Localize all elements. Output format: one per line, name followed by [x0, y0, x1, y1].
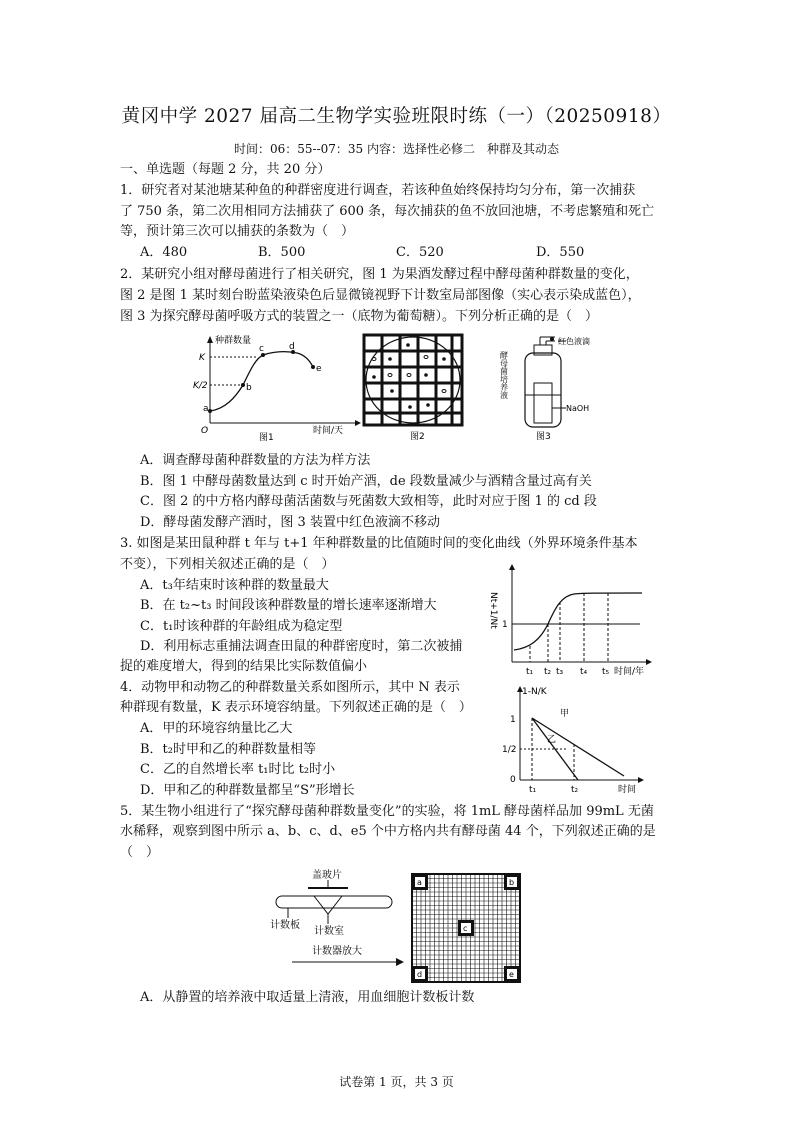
figure-1-growth-curve: [195, 333, 365, 443]
q1-option-c: C．520: [396, 245, 444, 260]
fig1-point-b: [241, 383, 245, 387]
q5-grid-label-d: d: [417, 970, 423, 979]
q4-label-jia: 甲: [560, 709, 570, 719]
q5-grid-label-a: a: [417, 878, 422, 887]
q3-option-d-cont: 捉的难度增大，得到的结果比实际数值偏小: [120, 659, 368, 674]
q1-option-a: A．480: [140, 245, 188, 260]
fig1-caption: 图1: [259, 433, 274, 443]
q3-option-d: D．利用标志重捕法调查田鼠的种群密度时，第二次被捕: [140, 639, 463, 654]
q4-line-2: 种群现有数量，K 表示环境容纳量。下列叙述正确的是（ ）: [120, 700, 472, 715]
q3-option-b: B．在 t₂~t₃ 时间段该种群数量的增长速率逐渐增大: [140, 598, 437, 613]
q2-line-2: 图 2 是图 1 某时刻台盼蓝染液染色后显微镜视野下计数室局部图像（实心表示染成蓝色），: [120, 288, 641, 303]
q4-label-zero: 0: [510, 775, 516, 785]
fig1-x-arrow: [355, 420, 361, 426]
q1-line-3: 等，预计第三次可以捕获的条数为（ ）: [120, 224, 355, 239]
figure-3-respiration-device: [500, 333, 610, 443]
q1-line-2: 了 750 条，第二次用相同方法捕获了 600 条，每次捕获的鱼不放回池塘，不考虑繁殖和死亡: [120, 204, 655, 219]
q4-option-a: A．甲的环境容纳量比乙大: [140, 721, 293, 736]
q2-option-b: B．图 1 中酵母菌数量达到 c 时开始产酒，de 段数量减少与酒精含量过高有关: [140, 474, 592, 489]
fig1-label-c: c: [259, 344, 264, 354]
figure-2-counting-chamber: [362, 333, 472, 443]
q3-chart: [490, 562, 665, 682]
q4-label-half: 1/2: [502, 745, 517, 755]
q3-ylabel: Nt+1/Nt: [488, 592, 498, 629]
q5-option-a: A．从静置的培养液中取适量上清液，用血细胞计数板计数: [140, 990, 475, 1005]
exam-meta: 时间：06：55--07：35 内容：选择性必修二 种群及其动态: [233, 142, 559, 156]
fig3-drop-label: 红色液滴: [558, 337, 590, 346]
fig1-label-d: d: [289, 342, 295, 352]
q2-option-a: A．调查酵母菌种群数量的方法为样方法: [140, 453, 371, 468]
fig3-caption: 图3: [536, 432, 551, 442]
fig1-curve: [210, 352, 313, 411]
q1-option-b: B．500: [258, 245, 306, 260]
q5-line-2: 水稀释，观察到图中所示 a、b、c、d、e5 个中方格内共有酵母菌 44 个，下列叙述正确的是: [120, 824, 656, 839]
q3-option-c: C．t₁时该种群的年龄组成为稳定型: [140, 619, 343, 634]
fig1-point-a: [208, 409, 212, 413]
fig3-side-label: 酵母菌培养液: [499, 351, 509, 399]
fig1-label-e: e: [316, 364, 322, 374]
q4-ylabel: 1-N/K: [522, 687, 547, 697]
page-title: 黄冈中学 2027 届高二生物学实验班限时练（一）（20250918）: [121, 106, 672, 127]
q3-tick-t1: t₁: [526, 667, 534, 677]
q4-option-d: D．甲和乙的种群数量都呈“S”形增长: [140, 783, 355, 798]
page-footer: 试卷第 1 页，共 3 页: [339, 1075, 454, 1089]
q1-option-d: D．550: [536, 245, 585, 260]
q3-tick-t5: t₅: [602, 667, 610, 677]
fig1-label-a: a: [203, 404, 209, 414]
fig2-caption: 图2: [410, 432, 425, 442]
q4-option-b: B．t₂时甲和乙的种群数量相等: [140, 742, 316, 757]
fig1-k-label: K: [199, 353, 205, 363]
q4-label-yi: 乙: [547, 735, 557, 745]
fig1-k2-label: K/2: [193, 381, 208, 391]
q2-line-1: 2．某研究小组对酵母菌进行了相关研究，图 1 为果酒发酵过程中酵母菌种群数量的变化，: [120, 267, 639, 282]
q2-option-d: D．酵母菌发酵产酒时，图 3 装置中红色液滴不移动: [140, 515, 440, 530]
q3-label-one: 1: [502, 620, 508, 630]
q4-line-yi: [532, 718, 624, 776]
q1-line-1: 1．研究者对某池塘某种鱼的种群密度进行调查，若该种鱼始终保持均匀分布，第一次捕获: [120, 183, 636, 198]
q4-option-c: C．乙的自然增长率 t₁时比 t₂时小: [140, 762, 336, 777]
fig3-naoh-label: NaOH: [566, 404, 590, 413]
q2-option-c: C．图 2 的中方格内酵母菌活菌数与死菌数大致相等，此时对应于图 1 的 cd 段: [140, 494, 597, 509]
q4-xlabel: 时间: [618, 785, 637, 795]
q3-curve: [514, 593, 642, 650]
section-heading: 一、单选题（每题 2 分，共 20 分）: [120, 162, 331, 177]
q5-grid-label-c: c: [463, 924, 468, 933]
fig1-label-b: b: [246, 383, 252, 393]
q5-line-3: （ ）: [120, 845, 160, 860]
q4-tick-t1: t₁: [529, 785, 537, 795]
q3-tick-t4: t₄: [580, 667, 588, 677]
q3-tick-t2: t₂: [544, 667, 552, 677]
q4-tick-t2: t₂: [571, 785, 579, 795]
q3-xlabel: 时间/年: [614, 667, 645, 677]
q5-chamber-label: 计数室: [314, 926, 344, 937]
q5-cover-label: 盖玻片: [312, 870, 342, 881]
q5-grid-label-b: b: [509, 878, 515, 887]
q5-zoom-label: 计数器放大: [312, 946, 362, 957]
q5-board-label: 计数板: [270, 920, 300, 931]
q5-grid-label-e: e: [509, 970, 514, 979]
q4-line-jia: [532, 718, 578, 780]
fig1-y-arrow: [207, 336, 213, 343]
q3-tick-t3: t₃: [556, 667, 564, 677]
q5-counting-board-figure: [268, 866, 408, 976]
q3-line-1: 3. 如图是某田鼠种群 t 年与 t+1 年种群数量的比值随时间的变化曲线（外界环境条件基本: [120, 536, 638, 551]
fig1-ylabel: 种群数量: [215, 336, 252, 346]
q3-line-2: 不变），下列相关叙述正确的是（ ）: [120, 557, 335, 572]
q4-line-1: 4．动物甲和动物乙的种群数量关系如图所示，其中 N 表示: [120, 680, 460, 695]
q5-grid-figure: [410, 872, 522, 984]
fig1-xlabel: 时间/天: [313, 426, 344, 436]
q3-option-a: A．t₃年结束时该种群的数量最大: [140, 578, 329, 593]
fig1-point-e: [311, 365, 315, 369]
fig1-origin: O: [201, 426, 209, 436]
q5-line-1: 5．某生物小组进行了“探究酵母菌种群数量变化”的实验，将 1mL 酵母菌样品加 99mL 无菌: [120, 804, 654, 819]
q4-chart: [492, 682, 652, 800]
q4-label-one: 1: [510, 715, 516, 725]
q2-line-3: 图 3 为探究酵母菌呼吸方式的装置之一（底物为葡萄糖）。下列分析正确的是（ ）: [120, 309, 599, 324]
